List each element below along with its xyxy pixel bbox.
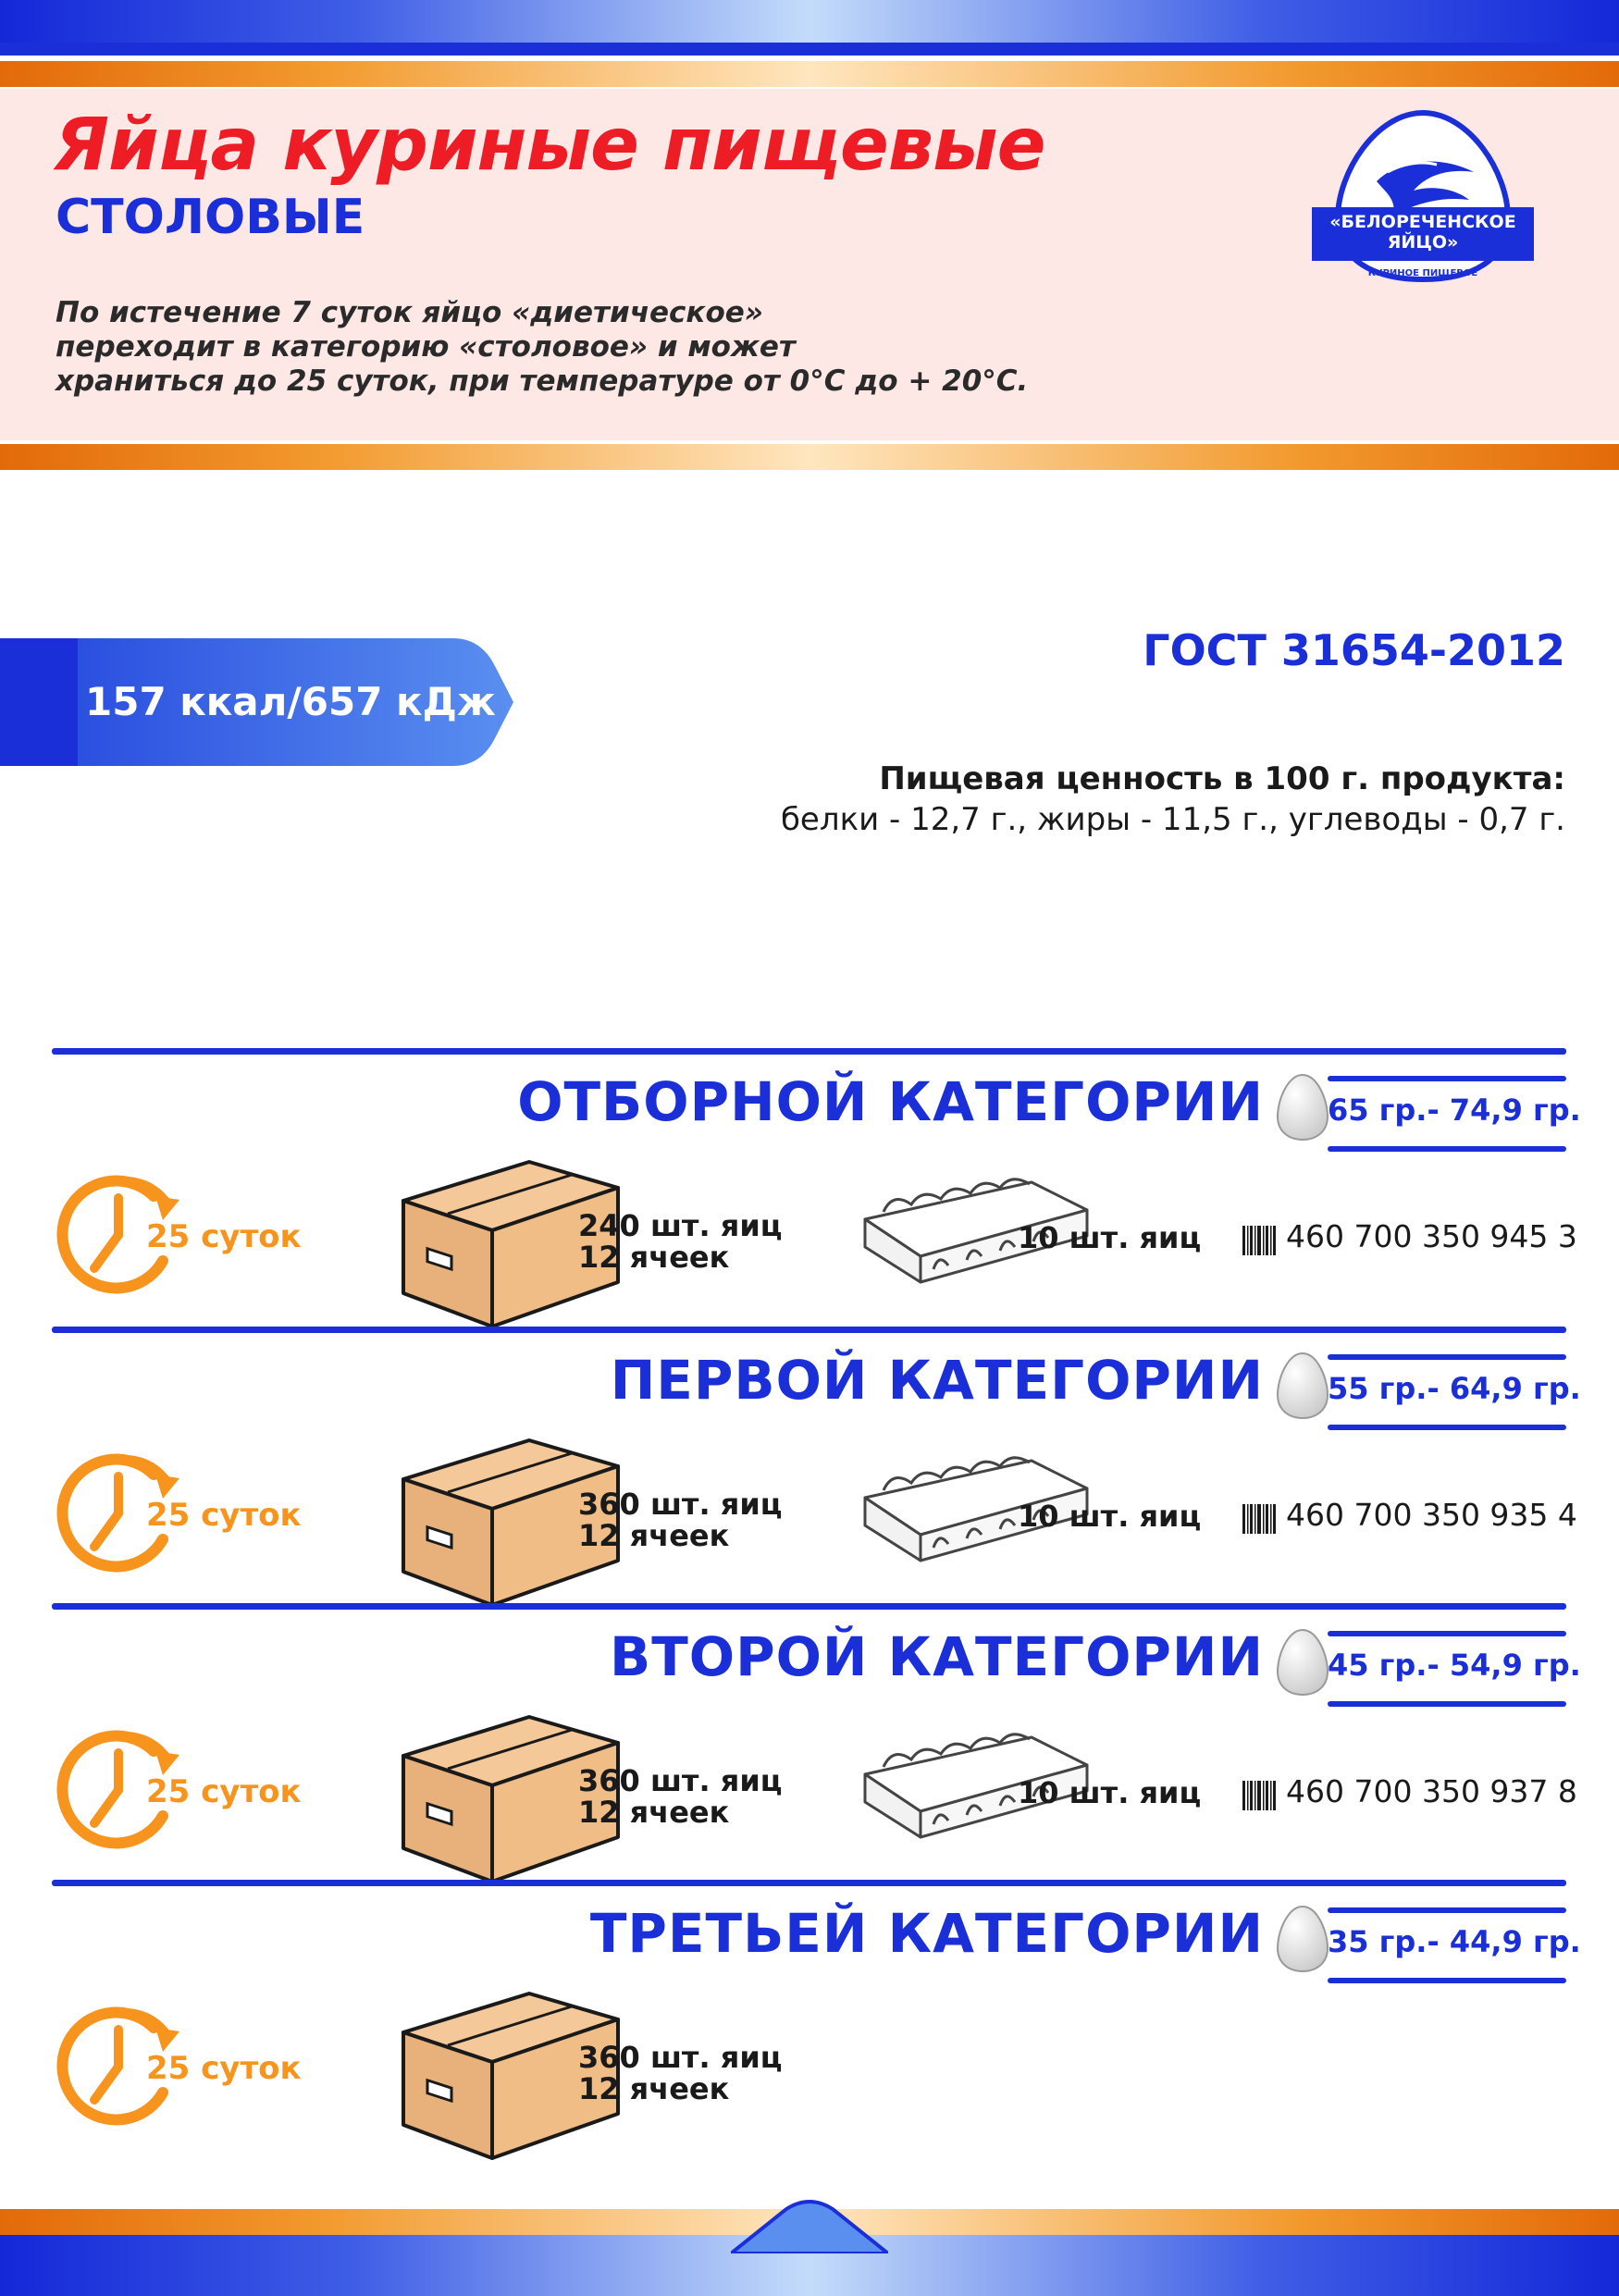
nutrition-title: Пищевая ценность в 100 г. продукта: <box>879 760 1565 797</box>
storage-note <box>56 296 1119 399</box>
gost-standard: ГОСТ 31654-2012 <box>1143 625 1565 675</box>
category-section <box>0 1048 1619 1316</box>
category-divider <box>52 1327 1566 1333</box>
category-weight: 45 гр.- 54,9 гр. <box>1328 1648 1581 1683</box>
logo-tagline: КУРИНОЕ ПИЩЕВОЕ <box>1367 268 1478 278</box>
category-section <box>0 1327 1619 1595</box>
barcode-number: 460 700 350 945 3 <box>1286 1218 1577 1254</box>
weight-line-top <box>1328 1076 1566 1081</box>
tray-count: 10 шт. яиц <box>1018 1220 1202 1255</box>
box-capacity <box>578 1765 782 1828</box>
barcode-icon <box>1242 1504 1276 1534</box>
logo-brand-line1: «БЕЛОРЕЧЕНСКОЕ <box>1329 212 1516 232</box>
header-bottom-orange-stripe <box>0 444 1619 470</box>
category-name: ОТБОРНОЙ КАТЕГОРИИ <box>517 1070 1264 1133</box>
tray-count: 10 шт. яиц <box>1018 1499 1202 1534</box>
egg-icon <box>1275 1351 1330 1421</box>
weight-line-top <box>1328 1354 1566 1360</box>
category-section <box>0 1603 1619 1871</box>
weight-line-top <box>1328 1907 1566 1913</box>
category-divider <box>52 1880 1566 1886</box>
box-count: 360 шт. яиц <box>578 2040 783 2075</box>
storage-note-line: переходит в категорию «столовое» и может <box>56 330 796 364</box>
top-gradient-band <box>0 0 1619 43</box>
barcode-number: 460 700 350 935 4 <box>1286 1497 1577 1533</box>
shelf-life: 25 суток <box>146 1773 302 1810</box>
energy-value: 157 ккал/657 кДж <box>85 679 496 724</box>
category-divider <box>52 1048 1566 1055</box>
weight-line-bottom <box>1328 1701 1566 1707</box>
weight-line-bottom <box>1328 1425 1566 1430</box>
page-title: Яйца куриные пищевые <box>54 104 1045 187</box>
weight-line-top <box>1328 1631 1566 1636</box>
category-weight: 65 гр.- 74,9 гр. <box>1328 1092 1581 1128</box>
box-count: 240 шт. яиц <box>578 1208 783 1243</box>
shelf-life: 25 суток <box>146 1497 302 1534</box>
box-capacity <box>578 2042 782 2105</box>
nutrition-values: белки - 12,7 г., жиры - 11,5 г., углеводы - 0,7 г. <box>780 801 1565 838</box>
category-weight: 55 гр.- 64,9 гр. <box>1328 1371 1581 1406</box>
category-name: ТРЕТЬЕЙ КАТЕГОРИИ <box>589 1902 1264 1965</box>
egg-icon <box>1275 1072 1330 1142</box>
box-cells: 12 ячеек <box>578 1240 730 1275</box>
box-cells: 12 ячеек <box>578 1518 730 1553</box>
category-weight: 35 гр.- 44,9 гр. <box>1328 1924 1581 1959</box>
storage-note-line: храниться до 25 суток, при температуре от 0°С до + 20°С. <box>56 364 1029 398</box>
logo-brand-line2: ЯЙЦО» <box>1387 232 1459 253</box>
egg-icon <box>1275 1904 1330 1974</box>
box-cells: 12 ячеек <box>578 1795 730 1830</box>
page-subtitle: СТОЛОВЫЕ <box>56 190 365 245</box>
weight-line-bottom <box>1328 1978 1566 1983</box>
storage-note-line: По истечение 7 суток яйцо «диетическое» <box>56 296 763 329</box>
brand-logo <box>1312 107 1534 283</box>
shelf-life: 25 суток <box>146 2050 302 2087</box>
category-divider <box>52 1603 1566 1610</box>
egg-icon <box>1275 1627 1330 1697</box>
box-capacity <box>578 1210 782 1273</box>
category-name: ПЕРВОЙ КАТЕГОРИИ <box>610 1349 1264 1412</box>
box-cells: 12 ячеек <box>578 2071 730 2106</box>
bottom-notch <box>731 2198 888 2253</box>
category-section <box>0 1880 1619 2148</box>
barcode-number: 460 700 350 937 8 <box>1286 1773 1577 1809</box>
shelf-life: 25 суток <box>146 1218 302 1255</box>
weight-line-bottom <box>1328 1146 1566 1152</box>
box-count: 360 шт. яиц <box>578 1487 783 1522</box>
tray-count: 10 шт. яиц <box>1018 1775 1202 1810</box>
top-blue-stripe <box>0 43 1619 56</box>
top-orange-stripe <box>0 61 1619 87</box>
box-count: 360 шт. яиц <box>578 1763 783 1798</box>
barcode-icon <box>1242 1781 1276 1810</box>
box-capacity <box>578 1488 782 1551</box>
category-name: ВТОРОЙ КАТЕГОРИИ <box>610 1625 1264 1688</box>
barcode-icon <box>1242 1226 1276 1255</box>
